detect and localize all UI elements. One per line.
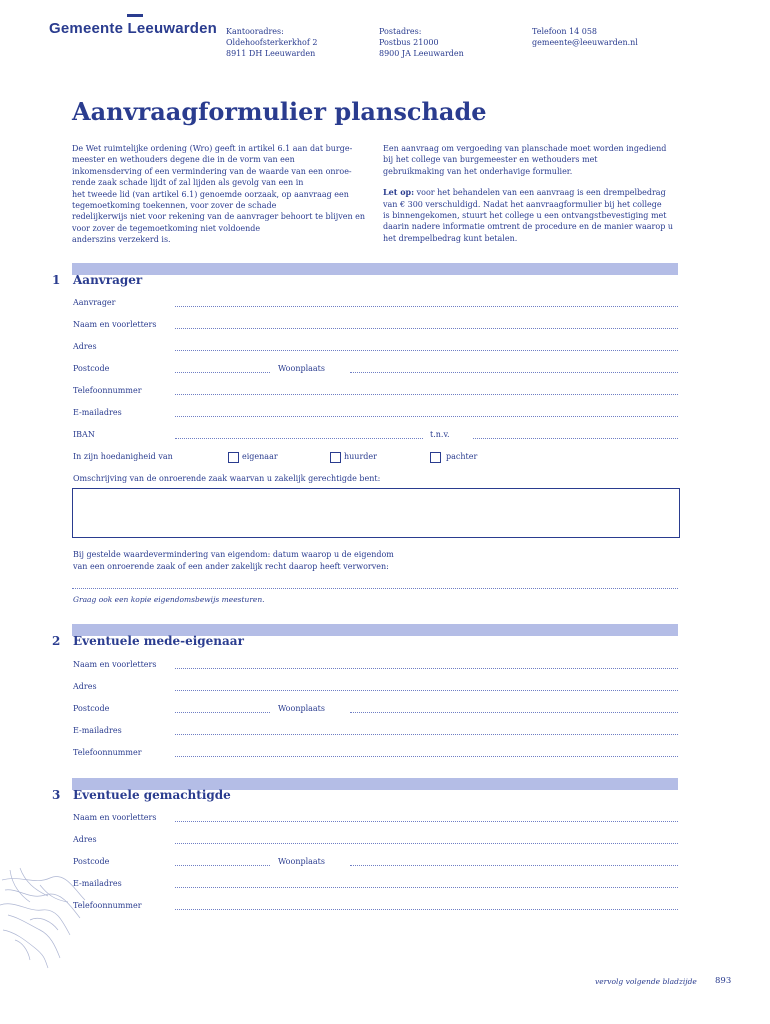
adres-field[interactable] — [175, 350, 678, 351]
mede-email-field[interactable] — [175, 734, 678, 735]
label-email: E-mailadres — [73, 408, 122, 417]
postadres — [379, 26, 464, 59]
intro-line: van € 300 verschuldigd. Nadat het aanvraagformulier bij het college — [383, 199, 662, 209]
mede-telefoon-field[interactable] — [175, 756, 678, 757]
label-adres: Adres — [73, 835, 97, 844]
datum-label-line: Bij gestelde waardevermindering van eigendom: datum waarop u de eigendom — [73, 550, 394, 559]
postadres-postbus: Postbus 21000 — [379, 38, 439, 47]
label-email: E-mailadres — [73, 726, 122, 735]
intro-line: bij het college van burgemeester en wethouders met — [383, 155, 598, 165]
intro-line: meester en wethouders degene die in de vorm van een — [72, 155, 295, 165]
eigenaar-checkbox[interactable] — [228, 452, 239, 463]
page-code: 893 — [715, 976, 732, 986]
label-postcode: Postcode — [73, 364, 110, 373]
gem-telefoon-field[interactable] — [175, 909, 678, 910]
intro-line: De Wet ruimtelijke ordening (Wro) geeft in artikel 6.1 aan dat burge- — [72, 144, 353, 153]
letop-line — [383, 187, 683, 198]
label-naam: Naam en voorletters — [73, 660, 157, 669]
postadres-city: 8900 JA Leeuwarden — [379, 49, 464, 58]
mede-woonplaats-field[interactable] — [350, 712, 678, 713]
label-hoedanigheid: In zijn hoedanigheid van — [73, 452, 173, 461]
label-naam: Naam en voorletters — [73, 813, 157, 822]
continued-note: vervolg volgende bladzijde — [595, 977, 697, 986]
intro-line: daarin nadere informatie omtrent de procedure en de manier waarop u — [383, 222, 674, 232]
intro-line: rende zaak schade lijdt of zal lijden als gevolg van een in — [72, 178, 304, 188]
gem-adres-field[interactable] — [175, 843, 678, 844]
page-title: Aanvraagformulier planschade — [72, 97, 487, 126]
intro-line: voor zover de tegemoetkoming niet voldoende — [72, 223, 261, 233]
intro-line: Een aanvraag om vergoeding van planschade moet worden ingediend — [383, 144, 667, 153]
section-2-number: 2 — [52, 634, 61, 648]
intro-left — [72, 143, 372, 246]
label-postcode: Postcode — [73, 857, 110, 866]
kantooradres-street: Oldehoofsterkerkhof 2 — [226, 38, 318, 47]
omschrijving-textarea[interactable] — [72, 488, 680, 538]
naam-field[interactable] — [175, 328, 678, 329]
huurder-label: huurder — [344, 452, 377, 461]
woonplaats-field[interactable] — [350, 372, 678, 373]
gem-woonplaats-field[interactable] — [350, 865, 678, 866]
datum-label-line: van een onroerende zaak of een ander zakelijk recht daarop heeft verworven: — [73, 561, 389, 571]
huurder-checkbox[interactable] — [330, 452, 341, 463]
label-telefoon: Telefoonnummer — [73, 386, 142, 395]
label-naam: Naam en voorletters — [73, 320, 157, 329]
label-adres: Adres — [73, 682, 97, 691]
mede-naam-field[interactable] — [175, 668, 678, 669]
aanvrager-field[interactable] — [175, 306, 678, 307]
label-woonplaats: Woonplaats — [278, 704, 326, 713]
section-1-title: Aanvrager — [73, 273, 143, 287]
intro-line: het drempelbedrag kunt betalen. — [383, 233, 518, 243]
intro-line: anderszins verzekerd is. — [72, 235, 171, 245]
intro-line: gebruikmaking van het onderhavige formulier. — [383, 166, 573, 176]
watermark-sketch-icon — [0, 860, 90, 970]
gemeente-logo: Gemeente Leeuwarden — [49, 20, 218, 37]
contact-phone: Telefoon 14 058 — [532, 27, 598, 36]
label-postcode: Postcode — [73, 704, 110, 713]
section-1-number: 1 — [52, 273, 61, 287]
label-iban: IBAN — [73, 430, 95, 439]
letop-text: voor het behandelen van een aanvraag is een drempelbedrag — [414, 188, 666, 198]
gem-postcode-field[interactable] — [175, 865, 270, 866]
pachter-checkbox[interactable] — [430, 452, 441, 463]
label-woonplaats: Woonplaats — [278, 364, 326, 373]
email-field[interactable] — [175, 416, 678, 417]
intro-line: het tweede lid (van artikel 6.1) genoemde oorzaak, op aanvraag een — [72, 189, 349, 199]
label-telefoon: Telefoonnummer — [73, 901, 142, 910]
telefoon-field[interactable] — [175, 394, 678, 395]
postadres-label: Postadres: — [379, 27, 422, 36]
contact-email: gemeente@leeuwarden.nl — [532, 38, 638, 47]
intro-line: tegemoetkoming toekennen, voor zover de schade — [72, 201, 277, 211]
label-email: E-mailadres — [73, 879, 122, 888]
section-band — [72, 263, 678, 275]
label-telefoon: Telefoonnummer — [73, 748, 142, 757]
iban-field[interactable] — [175, 438, 423, 439]
kantooradres-label: Kantooradres: — [226, 27, 284, 36]
postcode-field[interactable] — [175, 372, 270, 373]
intro-right — [383, 143, 683, 244]
section-3-title: Eventuele gemachtigde — [73, 788, 231, 802]
label-adres: Adres — [73, 342, 97, 351]
mede-postcode-field[interactable] — [175, 712, 270, 713]
kantooradres-city: 8911 DH Leeuwarden — [226, 49, 316, 58]
omschrijving-label: Omschrijving van de onroerende zaak waarvan u zakelijk gerechtigde bent: — [73, 474, 381, 483]
letop-bold: Let op: — [383, 187, 415, 198]
section-2-title: Eventuele mede-eigenaar — [73, 634, 244, 648]
datum-field[interactable] — [72, 588, 678, 589]
intro-line: is binnengekomen, stuurt het college u een ontvangstbevestiging met — [383, 211, 667, 221]
contact-info — [532, 26, 638, 48]
label-tnv: t.n.v. — [430, 430, 450, 439]
kantooradres — [226, 26, 317, 59]
label-woonplaats: Woonplaats — [278, 857, 326, 866]
mede-adres-field[interactable] — [175, 690, 678, 691]
kopie-note: Graag ook een kopie eigendomsbewijs meesturen. — [73, 595, 265, 604]
intro-line: redelijkerwijs niet voor rekening van de aanvrager behoort te blijven en — [72, 212, 366, 222]
gem-email-field[interactable] — [175, 887, 678, 888]
label-aanvrager: Aanvrager — [73, 298, 116, 307]
section-3-number: 3 — [52, 788, 61, 802]
datum-label — [73, 549, 394, 572]
tnv-field[interactable] — [473, 438, 678, 439]
intro-line: inkomensderving of een vermindering van de waarde van een onroe- — [72, 166, 352, 176]
pachter-label: pachter — [446, 452, 478, 461]
eigenaar-label: eigenaar — [242, 452, 278, 461]
gem-naam-field[interactable] — [175, 821, 678, 822]
